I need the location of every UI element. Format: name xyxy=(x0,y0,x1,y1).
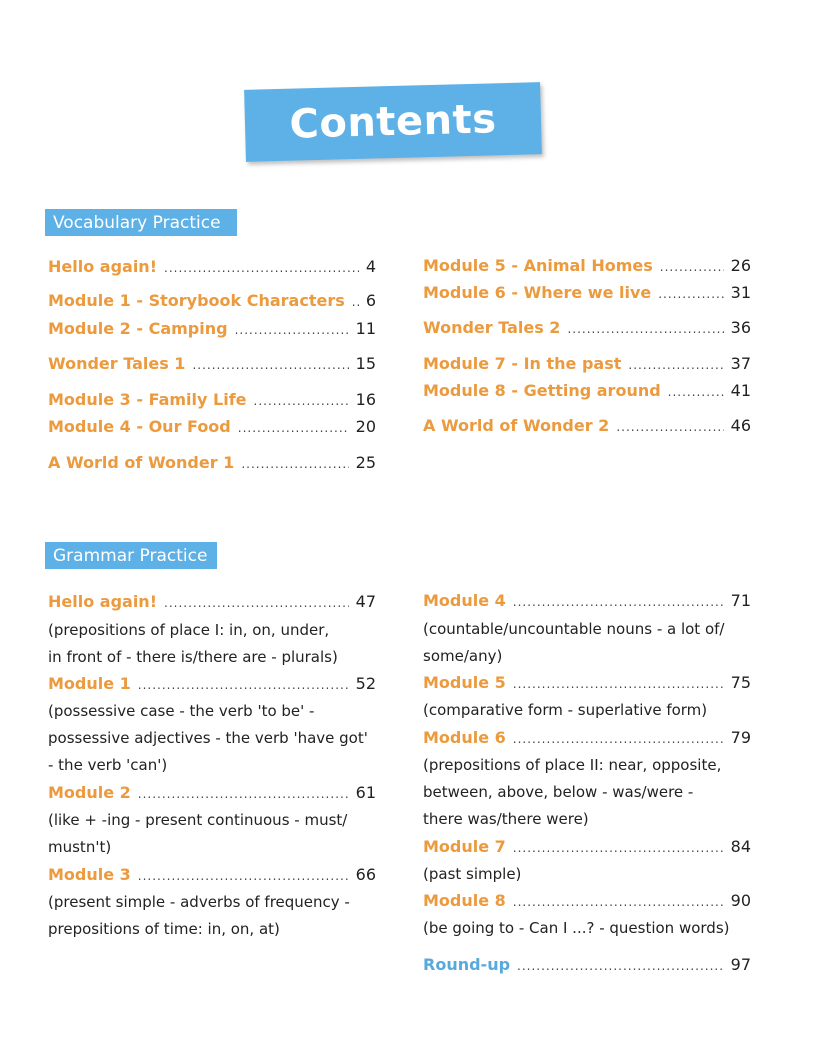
leader-dots xyxy=(235,323,349,337)
toc-entry[interactable] xyxy=(48,592,376,616)
entry-page: 75 xyxy=(730,673,751,692)
leader-dots xyxy=(164,261,359,275)
toc-entry[interactable] xyxy=(423,591,751,615)
entry-description: some/any) xyxy=(423,647,503,665)
vocabulary-label-text: Vocabulary Practice xyxy=(53,212,221,233)
entry-title: A World of Wonder 2 xyxy=(423,416,610,435)
leader-dots xyxy=(567,322,723,336)
entry-description: (possessive case - the verb 'to be' - xyxy=(48,702,315,720)
entry-description: - the verb 'can') xyxy=(48,756,168,774)
leader-dots xyxy=(241,457,348,471)
entry-page: 6 xyxy=(365,291,376,310)
toc-entry[interactable] xyxy=(423,891,751,915)
leader-dots xyxy=(352,295,359,309)
entry-description: between, above, below - was/were - xyxy=(423,783,694,801)
leader-dots xyxy=(164,596,349,610)
entry-page: 26 xyxy=(730,256,751,275)
toc-entry[interactable] xyxy=(48,319,376,343)
entry-title: Module 8 xyxy=(423,891,506,910)
toc-entry[interactable] xyxy=(423,728,751,752)
entry-page: 25 xyxy=(355,453,376,472)
entry-title: Module 5 - Animal Homes xyxy=(423,256,653,275)
toc-entry[interactable] xyxy=(48,674,376,698)
entry-page: 71 xyxy=(730,591,751,610)
entry-title: Hello again! xyxy=(48,257,157,276)
entry-description: in front of - there is/there are - plurals) xyxy=(48,648,338,666)
leader-dots xyxy=(628,358,723,372)
entry-page: 4 xyxy=(365,257,376,276)
toc-entry[interactable] xyxy=(48,453,376,477)
toc-entry[interactable] xyxy=(423,837,751,861)
entry-title: Wonder Tales 1 xyxy=(48,354,186,373)
entry-description: prepositions of time: in, on, at) xyxy=(48,920,280,938)
toc-entry[interactable] xyxy=(423,416,751,440)
leader-dots xyxy=(238,421,349,435)
toc-entry[interactable] xyxy=(48,865,376,889)
entry-title: Module 4 xyxy=(423,591,506,610)
entry-description: mustn't) xyxy=(48,838,112,856)
leader-dots xyxy=(616,420,723,434)
entry-title: Module 2 xyxy=(48,783,131,802)
entry-page: 97 xyxy=(730,955,751,974)
leader-dots xyxy=(660,260,724,274)
entry-title: Module 6 xyxy=(423,728,506,747)
toc-entry[interactable] xyxy=(48,291,376,315)
entry-title: Round-up xyxy=(423,955,511,974)
leader-dots xyxy=(658,287,723,301)
leader-dots xyxy=(138,787,349,801)
leader-dots xyxy=(138,869,349,883)
entry-title: A World of Wonder 1 xyxy=(48,453,235,472)
entry-title: Module 8 - Getting around xyxy=(423,381,661,400)
entry-page: 66 xyxy=(355,865,376,884)
entry-title: Module 5 xyxy=(423,673,506,692)
toc-entry[interactable] xyxy=(48,783,376,807)
entry-page: 90 xyxy=(730,891,751,910)
entry-page: 61 xyxy=(355,783,376,802)
entry-page: 37 xyxy=(730,354,751,373)
entry-page: 84 xyxy=(730,837,751,856)
entry-title: Wonder Tales 2 xyxy=(423,318,561,337)
entry-title: Module 4 - Our Food xyxy=(48,417,231,436)
entry-description: possessive adjectives - the verb 'have got' xyxy=(48,729,368,747)
entry-description: (comparative form - superlative form) xyxy=(423,701,708,719)
entry-page: 15 xyxy=(355,354,376,373)
entry-page: 46 xyxy=(730,416,751,435)
entry-page: 36 xyxy=(730,318,751,337)
toc-entry[interactable] xyxy=(423,256,751,280)
leader-dots xyxy=(517,959,724,973)
contents-title-banner xyxy=(244,82,542,162)
leader-dots xyxy=(668,385,724,399)
toc-entry[interactable] xyxy=(48,257,376,281)
toc-entry[interactable] xyxy=(48,354,376,378)
entry-title: Module 6 - Where we live xyxy=(423,283,652,302)
leader-dots xyxy=(513,732,724,746)
vocabulary-section-label xyxy=(45,209,237,236)
toc-entry[interactable] xyxy=(48,390,376,414)
entry-title: Module 3 - Family Life xyxy=(48,390,247,409)
entry-page: 20 xyxy=(355,417,376,436)
entry-description: (prepositions of place II: near, opposite, xyxy=(423,756,722,774)
toc-entry[interactable] xyxy=(48,417,376,441)
entry-page: 31 xyxy=(730,283,751,302)
entry-description: (present simple - adverbs of frequency - xyxy=(48,893,350,911)
entry-description: (like + -ing - present continuous - must/ xyxy=(48,811,348,829)
entry-title: Module 1 - Storybook Characters xyxy=(48,291,345,310)
toc-entry[interactable] xyxy=(423,673,751,697)
grammar-label-text: Grammar Practice xyxy=(53,545,208,566)
entry-page: 16 xyxy=(355,390,376,409)
entry-page: 47 xyxy=(355,592,376,611)
leader-dots xyxy=(513,895,724,909)
entry-title: Module 2 - Camping xyxy=(48,319,228,338)
toc-entry[interactable] xyxy=(423,283,751,307)
entry-title: Module 7 xyxy=(423,837,506,856)
leader-dots xyxy=(138,678,349,692)
toc-entry[interactable] xyxy=(423,318,751,342)
entry-description: (be going to - Can I ...? - question words) xyxy=(423,919,730,937)
entry-description: (past simple) xyxy=(423,865,522,883)
entry-page: 79 xyxy=(730,728,751,747)
entry-page: 52 xyxy=(355,674,376,693)
leader-dots xyxy=(254,394,349,408)
entry-title: Module 7 - In the past xyxy=(423,354,622,373)
toc-entry[interactable] xyxy=(423,381,751,405)
leader-dots xyxy=(513,677,724,691)
toc-entry-roundup[interactable] xyxy=(423,955,751,979)
entry-description: there was/there were) xyxy=(423,810,589,828)
leader-dots xyxy=(192,358,348,372)
entry-page: 11 xyxy=(355,319,376,338)
entry-title: Module 1 xyxy=(48,674,131,693)
page-title: Contents xyxy=(288,96,498,148)
entry-title: Hello again! xyxy=(48,592,157,611)
leader-dots xyxy=(513,595,724,609)
entry-description: (prepositions of place I: in, on, under, xyxy=(48,621,330,639)
toc-entry[interactable] xyxy=(423,354,751,378)
entry-description: (countable/uncountable nouns - a lot of/ xyxy=(423,620,725,638)
entry-page: 41 xyxy=(730,381,751,400)
leader-dots xyxy=(513,841,724,855)
grammar-section-label xyxy=(45,542,217,569)
entry-title: Module 3 xyxy=(48,865,131,884)
